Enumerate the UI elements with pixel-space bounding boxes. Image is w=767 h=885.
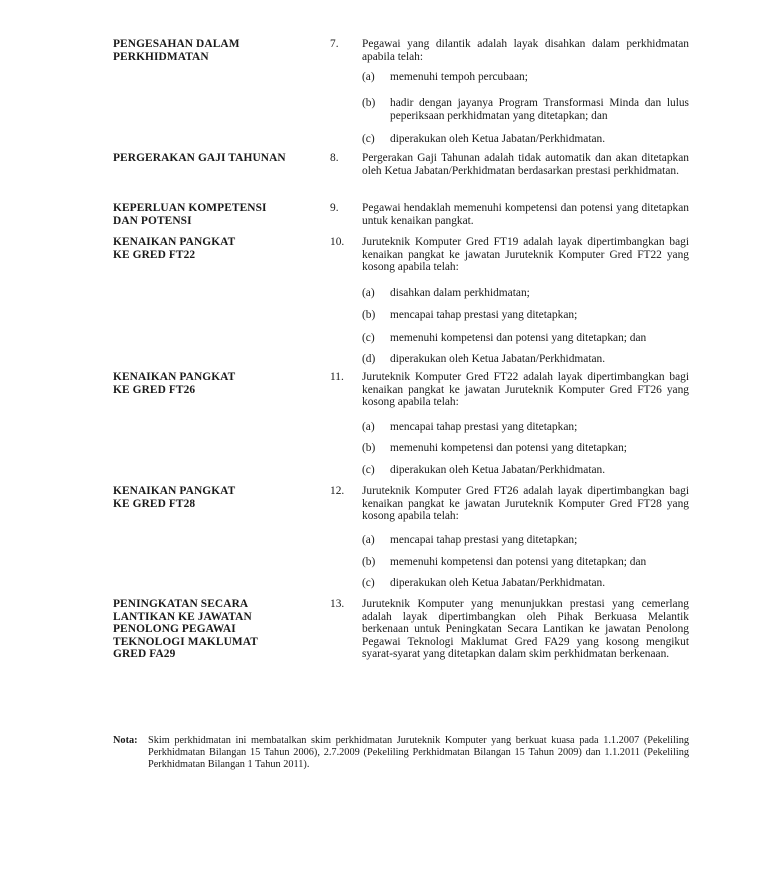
section-heading: KENAIKAN PANGKAT KE GRED FT22 [113, 236, 236, 261]
item-label: (c) [362, 577, 375, 589]
section-number: 10. [330, 236, 345, 248]
item-label: (b) [362, 442, 376, 454]
section-text: Pegawai hendaklah memenuhi kompetensi dan potensi yang ditetapkan untuk kenaikan pangkat. [362, 202, 689, 227]
item-text: memenuhi tempoh percubaan; [390, 71, 528, 83]
item-text: diperakukan oleh Ketua Jabatan/Perkhidmatan. [390, 133, 606, 145]
section-heading: PENINGKATAN SECARA LANTIKAN KE JAWATAN PENOLONG PEGAWAI TEKNOLOGI MAKLUMAT GRED FA29 [113, 598, 258, 660]
section-text: Juruteknik Komputer Gred FT26 adalah layak dipertimbangkan bagi kenaikan pangkat ke jawatan Juruteknik Komputer Gred FT28 yang kosong apabila telah: [362, 485, 689, 522]
item-label: (a) [362, 534, 375, 546]
item-text: mencapai tahap prestasi yang ditetapkan; [390, 421, 578, 433]
section-heading: KEPERLUAN KOMPETENSI DAN POTENSI [113, 202, 267, 227]
item-label: (d) [362, 353, 376, 365]
section-heading: KENAIKAN PANGKAT KE GRED FT26 [113, 371, 236, 396]
item-text: diperakukan oleh Ketua Jabatan/Perkhidmatan. [390, 353, 606, 365]
item-text: memenuhi kompetensi dan potensi yang ditetapkan; dan [390, 332, 647, 344]
section-heading: KENAIKAN PANGKAT KE GRED FT28 [113, 485, 236, 510]
item-label: (c) [362, 133, 375, 145]
item-label: (a) [362, 71, 375, 83]
section-heading: PERGERAKAN GAJI TAHUNAN [113, 152, 286, 164]
note-text: Skim perkhidmatan ini membatalkan skim perkhidmatan Juruteknik Komputer yang berkuat kuasa pada 1.1.2007 (Pekeliling Perkhidmatan Bilangan 15 Tahun 2006), 2.7.2009 (Pekeliling Perkhidmatan Bilangan 15 Tahun 2009) dan 1.1.2011 (Pekeliling Perkhidmatan Bilangan 1 Tahun 2011). [148, 735, 689, 770]
item-label: (a) [362, 287, 375, 299]
item-text: diperakukan oleh Ketua Jabatan/Perkhidmatan. [390, 464, 606, 476]
item-label: (c) [362, 332, 375, 344]
item-label: (b) [362, 309, 376, 321]
item-label: (a) [362, 421, 375, 433]
section-number: 12. [330, 485, 345, 497]
section-text: Juruteknik Komputer yang menunjukkan prestasi yang cemerlang adalah layak dipertimbangkan oleh Pihak Berkuasa Melantik berkenaan untuk Peningkatan Secara Lantikan ke jawatan Penolong Pegawai Teknologi Maklumat Gred FA29 yang kosong mengikut syarat-syarat yang ditetapkan dalam skim perkhidmatan berkenaan. [362, 598, 689, 660]
item-label: (b) [362, 556, 376, 568]
section-text: Pergerakan Gaji Tahunan adalah tidak automatik dan akan ditetapkan oleh Ketua Jabatan/Perkhidmatan berdasarkan prestasi perkhidmatan. [362, 152, 689, 177]
item-label: (c) [362, 464, 375, 476]
item-text: diperakukan oleh Ketua Jabatan/Perkhidmatan. [390, 577, 606, 589]
section-text: Juruteknik Komputer Gred FT19 adalah layak dipertimbangkan bagi kenaikan pangkat ke jawatan Juruteknik Komputer Gred FT22 yang kosong apabila telah: [362, 236, 689, 273]
item-text: mencapai tahap prestasi yang ditetapkan; [390, 309, 578, 321]
section-text: Juruteknik Komputer Gred FT22 adalah layak dipertimbangkan bagi kenaikan pangkat ke jawatan Juruteknik Komputer Gred FT26 yang kosong apabila telah: [362, 371, 689, 408]
section-heading: PENGESAHAN DALAM PERKHIDMATAN [113, 38, 240, 63]
item-text: mencapai tahap prestasi yang ditetapkan; [390, 534, 578, 546]
section-number: 8. [330, 152, 339, 164]
section-number: 11. [330, 371, 344, 383]
item-text: disahkan dalam perkhidmatan; [390, 287, 530, 299]
section-text: Pegawai yang dilantik adalah layak disahkan dalam perkhidmatan apabila telah: [362, 38, 689, 63]
item-text: memenuhi kompetensi dan potensi yang ditetapkan; dan [390, 556, 647, 568]
section-number: 9. [330, 202, 339, 214]
section-number: 13. [330, 598, 345, 610]
item-label: (b) [362, 97, 376, 109]
section-number: 7. [330, 38, 339, 50]
item-text: memenuhi kompetensi dan potensi yang ditetapkan; [390, 442, 627, 454]
item-text: hadir dengan jayanya Program Transformasi Minda dan lulus peperiksaan perkhidmatan yang ditetapkan; dan [390, 97, 689, 122]
note-label: Nota: [113, 735, 138, 746]
